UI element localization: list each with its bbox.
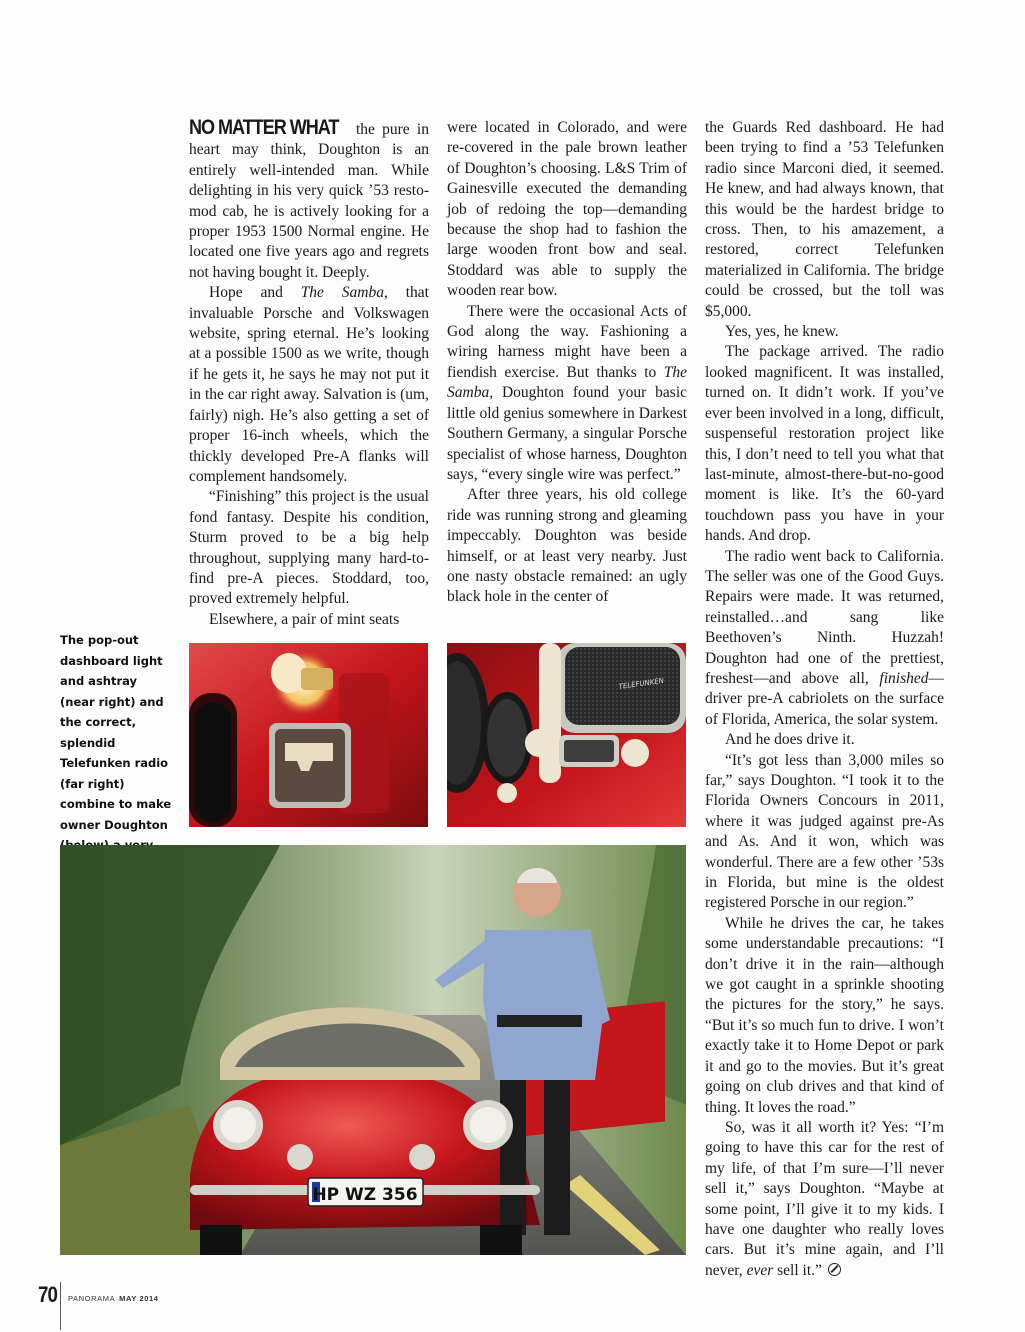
paragraph: the Guards Red dashboard. He had been trying to find a ’53 Telefunken radio since Marconi died, it seemed. He knew, and had always known, that this would be the hardest bridge to cross. Then, to his amazement, a restored, correct Telefunken materialized in California. The bridge could be crossed, but the toll was $5,000.: [705, 119, 944, 320]
radio-brand-label: TELEFUNKEN: [618, 676, 665, 691]
paragraph: Yes, yes, he knew.: [725, 323, 839, 341]
paragraph: NO MATTER WHAT the pure in heart may think, Doughton is an entirely well-intended man. While delighting in his very quick ’53 resto-mod cab, he is actively looking for a proper 1953 1500 Normal engine. He located one five years ago and regrets not having bought it. Deeply.: [189, 116, 429, 281]
paragraph: The package arrived. The radio looked magnificent. It was installed, turned on. It didn’t work. If you’ve ever been involved in a long, difficult, suspenseful restoration project like this, I don’t need to tell you what that last-minute, almost-there-but-no-good moment is like. It’s the 60-yard touchdown pass you have in your hands. And drop.: [705, 343, 944, 545]
paragraph: “Finishing” this project is the usual fond fantasy. Despite his condition, Sturm proved to be a big help throughout, supplying many hard-to-find pre-A pieces. Stoddard, too, proved extremely helpful.: [189, 488, 429, 608]
dashboard-light-photo: [189, 643, 428, 827]
issue-date: MAY 2014: [119, 1294, 159, 1303]
paragraph: While he drives the car, he takes some understandable precautions: “I don’t drive it in the rain—although we got caught in a sprinkle shooting the pictures for the story,” he says. “But it’s so much fun to drive. I won’t exactly take it to Home Depot or park it and go to the movies. But it’s great going on club drives and that kind of thing. It loves the road.”: [705, 914, 944, 1116]
magazine-issue: [68, 1294, 159, 1303]
license-plate-text: HP WZ 356: [312, 1185, 418, 1205]
footer-divider: [60, 1282, 61, 1330]
paragraph: “It’s got less than 3,000 miles so far,” says Doughton. “I took it to the Florida Owners Concours in 2011, where it was judged against pre-As and As. And it won, which was wonderful. There are a few other ’53s in Florida, but mine is the oldest registered Porsche in our region.”: [705, 751, 944, 912]
article-column-3: [705, 118, 944, 1281]
page-number: 70: [38, 1282, 58, 1307]
paragraph: were located in Colorado, and were re-covered in the pale brown leather of Doughton’s choosing. L&S Trim of Gainesville executed the demanding job of redoing the top—demanding because the shop had to fashion the large wooden front bow and seal. Stoddard was able to supply the wooden rear bow.: [447, 119, 687, 300]
telefunken-radio-photo: [447, 643, 686, 827]
paragraph: Elsewhere, a pair of mint seats: [209, 610, 400, 628]
paragraph: So, was it all worth it? Yes: “I’m going to have this car for the rest of my life, of that I’m sure—I’ll never sell it,” says Doughton. “Maybe at some point, I’ll give it to my kids. I have one daughter who really loves cars. But it’s mine again, and I’ll never, ever sell it.”: [705, 1118, 944, 1279]
owner-with-car-photo: [60, 845, 686, 1255]
end-mark-icon: [828, 1263, 841, 1276]
paragraph: There were the occasional Acts of God along the way. Fashioning a wiring harness might have been a fiendish exercise. But thanks to The Samba, Doughton found your basic little old genius somewhere in Darkest Southern Germany, a singular Porsche specialist of whose harness, Doughton says, “every single wire was perfect.”: [447, 302, 687, 483]
lead-in: NO MATTER WHAT: [189, 116, 339, 139]
magazine-name: PANORAMA: [68, 1294, 116, 1303]
paragraph: The radio went back to California. The seller was one of the Good Guys. Repairs were made. It was returned, reinstalled…and sang like Beethoven’s Ninth. Huzzah! Doughton had one of the prettiest, freshest—and above all, finished—driver pre-A cabriolets on the surface of Florida, America, the solar system.: [705, 547, 944, 728]
article-column-1: [189, 118, 429, 630]
paragraph: And he does drive it.: [725, 731, 855, 749]
paragraph: Hope and The Samba, that invaluable Porsche and Volkswagen website, spring eternal. He’s looking at a possible 1500 as we write, though if he gets it, he says he may not put it in the car right away. Salvation is (um, fairly) nigh. He’s also getting a set of proper 16-inch wheels, which the thickly developed Pre-A flanks will complement handsomely.: [189, 284, 429, 485]
article-column-2: [447, 118, 687, 608]
paragraph: After three years, his old college ride was running strong and gleaming impeccably. Doughton was beside himself, or at least very nearby. Just one nasty obstacle remained: an ugly black hole in the center of: [447, 486, 687, 606]
photo-caption: The pop-out dashboard light and ashtray (near right) and the correct, splendid Telefunken radio (far right) combine to make owner Doughton: [60, 633, 172, 832]
